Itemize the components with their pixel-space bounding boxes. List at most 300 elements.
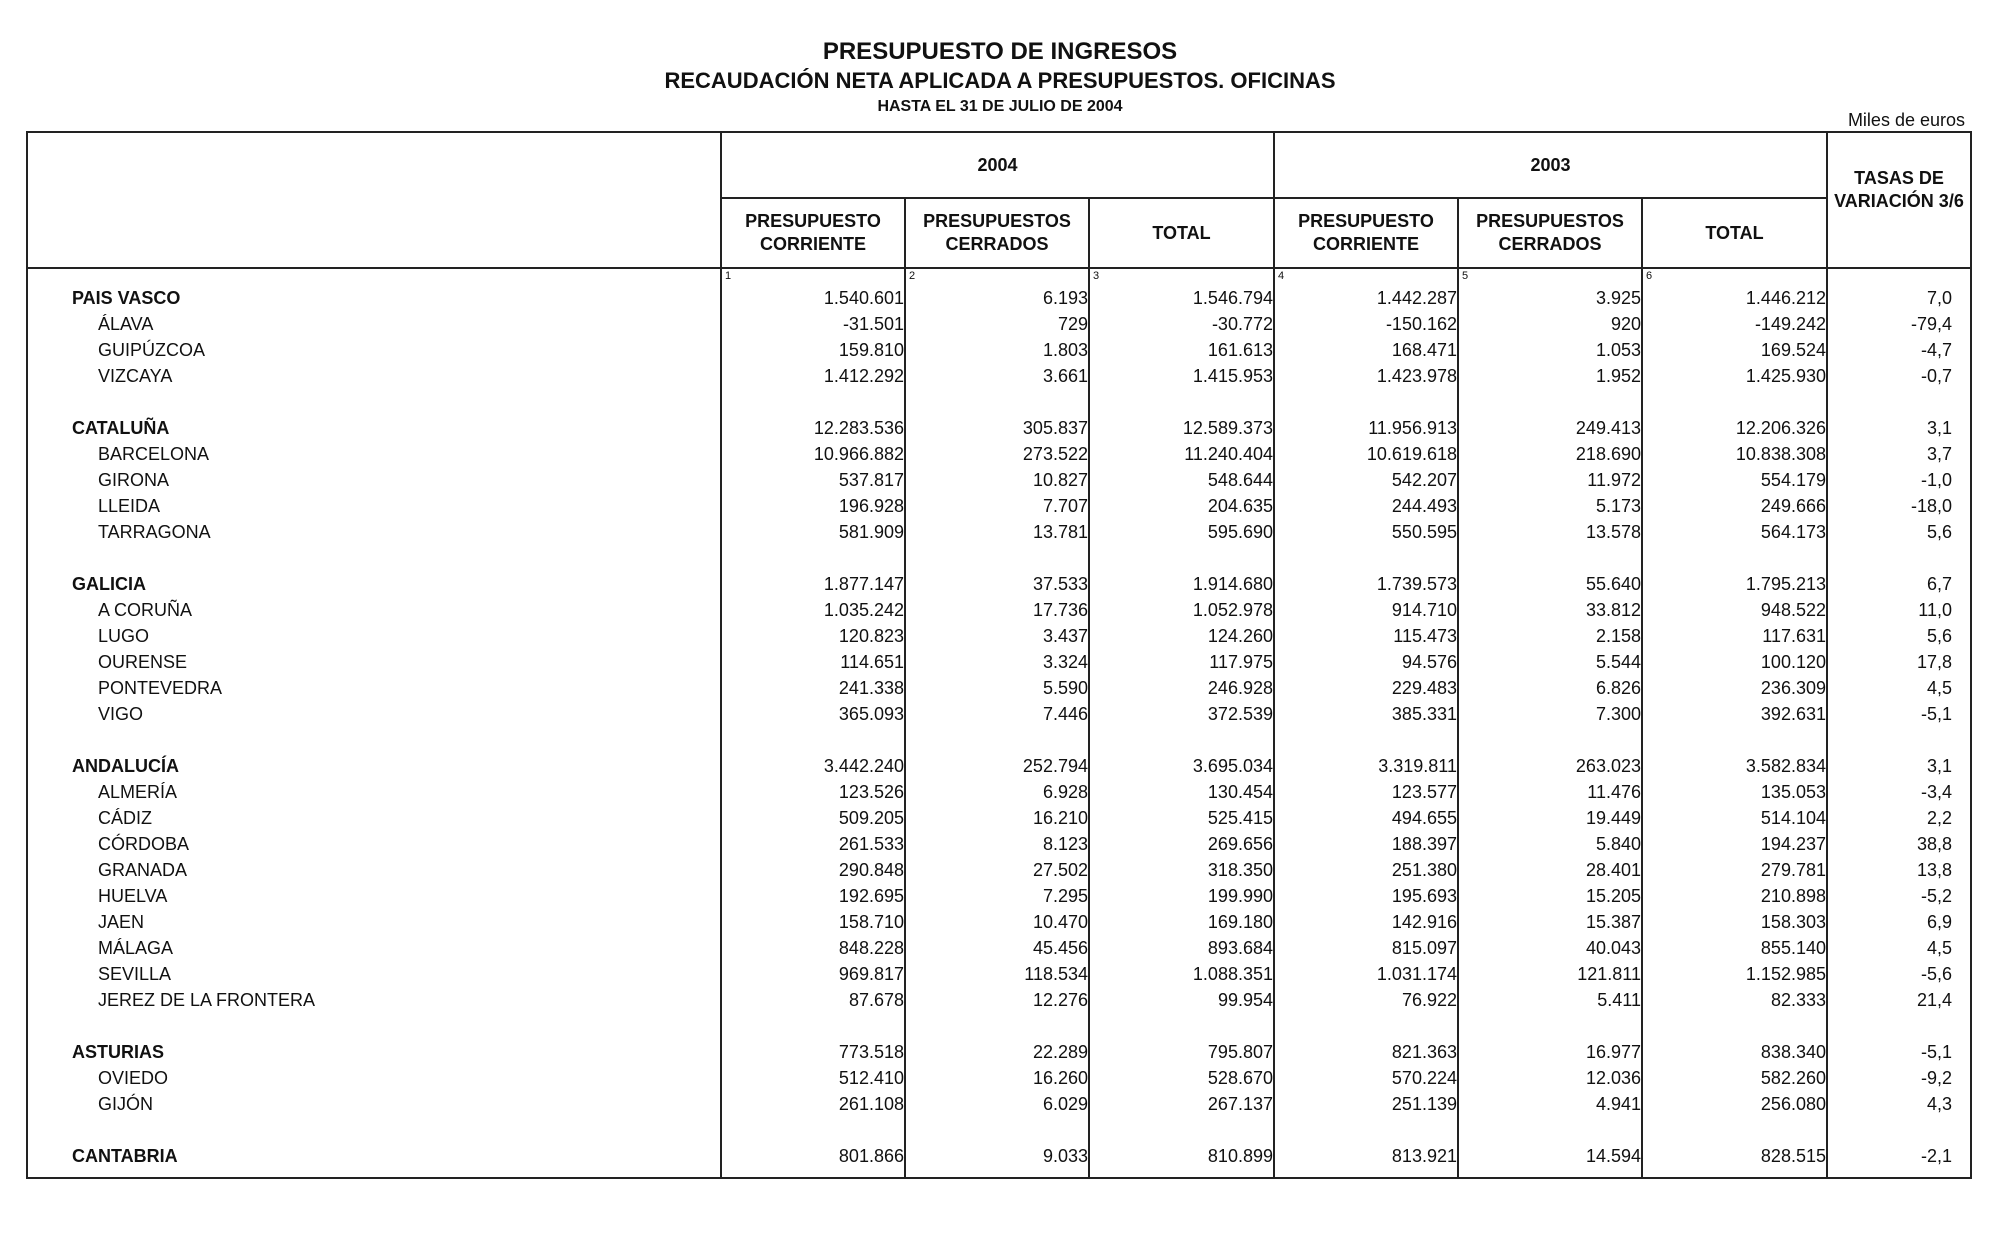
cell-cerrados-2003: 920 xyxy=(1458,311,1642,337)
cell-tasa: -0,7 xyxy=(1827,363,1971,389)
cell-cerrados-2003: 7.300 xyxy=(1458,701,1642,727)
spacer-cell xyxy=(1458,389,1642,415)
region-row xyxy=(27,1039,1971,1065)
province-row xyxy=(27,1065,1971,1091)
row-label: GIRONA xyxy=(27,467,721,493)
header-tasas: TASAS DE VARIACIÓN 3/6 xyxy=(1827,132,1971,268)
row-label: ALMERÍA xyxy=(27,779,721,805)
spacer-cell xyxy=(1827,1013,1971,1039)
cell-total-2003: 855.140 xyxy=(1642,935,1827,961)
cell-total-2003: 10.838.308 xyxy=(1642,441,1827,467)
cell-total-2004: 525.415 xyxy=(1089,805,1274,831)
spacer-cell xyxy=(1642,1117,1827,1143)
cell-cerrados-2004: 7.295 xyxy=(905,883,1089,909)
cell-cerrados-2004: 9.033 xyxy=(905,1143,1089,1178)
units-label: Miles de euros xyxy=(1847,110,1965,130)
cell-total-2003: 194.237 xyxy=(1642,831,1827,857)
cell-cerrados-2004: 5.590 xyxy=(905,675,1089,701)
cell-cerrados-2003: 33.812 xyxy=(1458,597,1642,623)
cell-cerrados-2004: 37.533 xyxy=(905,571,1089,597)
cell-total-2004: 548.644 xyxy=(1089,467,1274,493)
cell-total-2003: 210.898 xyxy=(1642,883,1827,909)
cell-tasa: 6,9 xyxy=(1827,909,1971,935)
cell-corriente-2004: 1.877.147 xyxy=(721,571,905,597)
row-label: GIJÓN xyxy=(27,1091,721,1117)
cell-corriente-2004: 120.823 xyxy=(721,623,905,649)
header-total-2004: TOTAL xyxy=(1089,198,1274,268)
cell-cerrados-2003: 13.578 xyxy=(1458,519,1642,545)
cell-corriente-2004: 12.283.536 xyxy=(721,415,905,441)
cell-total-2003: 117.631 xyxy=(1642,623,1827,649)
cell-total-2003: 514.104 xyxy=(1642,805,1827,831)
spacer-cell xyxy=(1274,1013,1458,1039)
cell-tasa: -5,6 xyxy=(1827,961,1971,987)
province-row xyxy=(27,805,1971,831)
cell-total-2004: 795.807 xyxy=(1089,1039,1274,1065)
cell-total-2004: 124.260 xyxy=(1089,623,1274,649)
page-title: PRESUPUESTO DE INGRESOS xyxy=(822,38,1178,65)
cell-cerrados-2004: 6.029 xyxy=(905,1091,1089,1117)
cell-tasa: -5,1 xyxy=(1827,701,1971,727)
province-row xyxy=(27,831,1971,857)
cell-total-2003: 554.179 xyxy=(1642,467,1827,493)
cell-corriente-2004: 509.205 xyxy=(721,805,905,831)
cell-corriente-2004: 10.966.882 xyxy=(721,441,905,467)
cell-cerrados-2004: 7.707 xyxy=(905,493,1089,519)
index-cell: 1 xyxy=(721,268,905,285)
cell-tasa: 3,7 xyxy=(1827,441,1971,467)
cell-corriente-2004: 192.695 xyxy=(721,883,905,909)
cell-cerrados-2003: 5.411 xyxy=(1458,987,1642,1013)
cell-total-2004: 318.350 xyxy=(1089,857,1274,883)
spacer-cell xyxy=(721,389,905,415)
cell-tasa: 4,3 xyxy=(1827,1091,1971,1117)
row-label: ÁLAVA xyxy=(27,311,721,337)
province-row xyxy=(27,441,1971,467)
cell-total-2004: 199.990 xyxy=(1089,883,1274,909)
cell-cerrados-2004: 3.437 xyxy=(905,623,1089,649)
row-label: ANDALUCÍA xyxy=(27,753,721,779)
cell-tasa: 38,8 xyxy=(1827,831,1971,857)
header-corriente-2003: PRESUPUESTO CORRIENTE xyxy=(1274,198,1458,268)
row-label: JEREZ DE LA FRONTERA xyxy=(27,987,721,1013)
cell-total-2004: 12.589.373 xyxy=(1089,415,1274,441)
cell-cerrados-2003: 11.972 xyxy=(1458,467,1642,493)
cell-cerrados-2003: 16.977 xyxy=(1458,1039,1642,1065)
cell-corriente-2003: 1.031.174 xyxy=(1274,961,1458,987)
cell-corriente-2003: 94.576 xyxy=(1274,649,1458,675)
row-label: LLEIDA xyxy=(27,493,721,519)
province-row xyxy=(27,1091,1971,1117)
cell-cerrados-2003: 1.053 xyxy=(1458,337,1642,363)
cell-cerrados-2004: 118.534 xyxy=(905,961,1089,987)
cell-cerrados-2004: 8.123 xyxy=(905,831,1089,857)
cell-cerrados-2004: 6.928 xyxy=(905,779,1089,805)
cell-tasa: 7,0 xyxy=(1827,285,1971,311)
cell-tasa: 3,1 xyxy=(1827,415,1971,441)
cell-corriente-2003: 1.739.573 xyxy=(1274,571,1458,597)
cell-tasa: 4,5 xyxy=(1827,675,1971,701)
cell-total-2004: 117.975 xyxy=(1089,649,1274,675)
province-row xyxy=(27,857,1971,883)
cell-corriente-2003: 168.471 xyxy=(1274,337,1458,363)
cell-corriente-2003: 494.655 xyxy=(1274,805,1458,831)
spacer-cell xyxy=(1458,1013,1642,1039)
spacer-cell xyxy=(1827,545,1971,571)
cell-cerrados-2004: 22.289 xyxy=(905,1039,1089,1065)
spacer-cell xyxy=(1827,727,1971,753)
spacer-cell xyxy=(1642,1013,1827,1039)
row-label: OVIEDO xyxy=(27,1065,721,1091)
spacer-cell xyxy=(1089,1013,1274,1039)
province-row xyxy=(27,493,1971,519)
cell-corriente-2003: 11.956.913 xyxy=(1274,415,1458,441)
cell-corriente-2004: 512.410 xyxy=(721,1065,905,1091)
spacer-cell xyxy=(1274,389,1458,415)
province-row xyxy=(27,987,1971,1013)
spacer-cell xyxy=(1458,1117,1642,1143)
index-cell: 4 xyxy=(1274,268,1458,285)
cell-cerrados-2004: 27.502 xyxy=(905,857,1089,883)
cell-corriente-2003: -150.162 xyxy=(1274,311,1458,337)
spacer-cell xyxy=(1089,389,1274,415)
row-label: GRANADA xyxy=(27,857,721,883)
cell-cerrados-2004: 12.276 xyxy=(905,987,1089,1013)
cell-total-2003: 1.795.213 xyxy=(1642,571,1827,597)
province-row xyxy=(27,909,1971,935)
cell-total-2004: 246.928 xyxy=(1089,675,1274,701)
cell-corriente-2004: 241.338 xyxy=(721,675,905,701)
column-index-row xyxy=(27,268,1971,285)
cell-corriente-2003: 244.493 xyxy=(1274,493,1458,519)
cell-tasa: 13,8 xyxy=(1827,857,1971,883)
header-year-2003: 2003 xyxy=(1274,132,1827,198)
cell-total-2004: 1.546.794 xyxy=(1089,285,1274,311)
index-cell: 2 xyxy=(905,268,1089,285)
spacer-cell xyxy=(905,1013,1089,1039)
cell-corriente-2003: 1.423.978 xyxy=(1274,363,1458,389)
index-cell: 3 xyxy=(1089,268,1274,285)
cell-total-2003: 249.666 xyxy=(1642,493,1827,519)
cell-cerrados-2004: 252.794 xyxy=(905,753,1089,779)
spacer-cell xyxy=(1274,727,1458,753)
cell-total-2004: 372.539 xyxy=(1089,701,1274,727)
spacer-cell xyxy=(1458,727,1642,753)
cell-tasa: 4,5 xyxy=(1827,935,1971,961)
cell-cerrados-2003: 2.158 xyxy=(1458,623,1642,649)
spacer-cell xyxy=(27,389,721,415)
cell-corriente-2004: 114.651 xyxy=(721,649,905,675)
spacer-cell xyxy=(1642,727,1827,753)
row-label: TARRAGONA xyxy=(27,519,721,545)
cell-cerrados-2004: 10.827 xyxy=(905,467,1089,493)
cell-corriente-2004: 261.108 xyxy=(721,1091,905,1117)
cell-total-2003: 828.515 xyxy=(1642,1143,1827,1178)
row-label: CÓRDOBA xyxy=(27,831,721,857)
cell-cerrados-2003: 40.043 xyxy=(1458,935,1642,961)
spacer-cell xyxy=(1458,545,1642,571)
cell-tasa: 2,2 xyxy=(1827,805,1971,831)
cell-cerrados-2003: 15.205 xyxy=(1458,883,1642,909)
row-label: CÁDIZ xyxy=(27,805,721,831)
index-cell-blank xyxy=(27,268,721,285)
cell-total-2004: 204.635 xyxy=(1089,493,1274,519)
cell-corriente-2004: 1.035.242 xyxy=(721,597,905,623)
cell-total-2004: 1.088.351 xyxy=(1089,961,1274,987)
cell-corriente-2003: 229.483 xyxy=(1274,675,1458,701)
cell-cerrados-2003: 12.036 xyxy=(1458,1065,1642,1091)
cell-total-2004: 1.914.680 xyxy=(1089,571,1274,597)
spacer-cell xyxy=(1274,1117,1458,1143)
header-year-2004: 2004 xyxy=(721,132,1274,198)
spacer-row xyxy=(27,545,1971,571)
province-row xyxy=(27,649,1971,675)
cell-cerrados-2003: 3.925 xyxy=(1458,285,1642,311)
row-label: GUIPÚZCOA xyxy=(27,337,721,363)
cell-total-2004: 3.695.034 xyxy=(1089,753,1274,779)
cell-tasa: -2,1 xyxy=(1827,1143,1971,1178)
region-row xyxy=(27,1143,1971,1178)
cell-total-2003: 1.425.930 xyxy=(1642,363,1827,389)
region-row xyxy=(27,415,1971,441)
province-row xyxy=(27,701,1971,727)
cell-tasa: 3,1 xyxy=(1827,753,1971,779)
header-cerrados-2003: PRESUPUESTOS CERRADOS xyxy=(1458,198,1642,268)
cell-tasa: -3,4 xyxy=(1827,779,1971,805)
row-label: OURENSE xyxy=(27,649,721,675)
spacer-cell xyxy=(905,1117,1089,1143)
cell-tasa: -79,4 xyxy=(1827,311,1971,337)
row-label: HUELVA xyxy=(27,883,721,909)
spacer-cell xyxy=(27,727,721,753)
cell-corriente-2004: 3.442.240 xyxy=(721,753,905,779)
cell-total-2003: 135.053 xyxy=(1642,779,1827,805)
cell-total-2003: 1.152.985 xyxy=(1642,961,1827,987)
page-subtitle: RECAUDACIÓN NETA APLICADA A PRESUPUESTOS. OFICINAS xyxy=(664,68,1336,93)
cell-cerrados-2004: 16.260 xyxy=(905,1065,1089,1091)
cell-tasa: 17,8 xyxy=(1827,649,1971,675)
cell-cerrados-2003: 14.594 xyxy=(1458,1143,1642,1178)
cell-corriente-2003: 813.921 xyxy=(1274,1143,1458,1178)
province-row xyxy=(27,623,1971,649)
row-label: GALICIA xyxy=(27,571,721,597)
cell-corriente-2004: 196.928 xyxy=(721,493,905,519)
cell-cerrados-2003: 6.826 xyxy=(1458,675,1642,701)
province-row xyxy=(27,337,1971,363)
cell-tasa: -5,2 xyxy=(1827,883,1971,909)
province-row xyxy=(27,883,1971,909)
cell-cerrados-2004: 6.193 xyxy=(905,285,1089,311)
cell-corriente-2003: 195.693 xyxy=(1274,883,1458,909)
cell-cerrados-2003: 28.401 xyxy=(1458,857,1642,883)
cell-corriente-2003: 188.397 xyxy=(1274,831,1458,857)
cell-total-2003: 236.309 xyxy=(1642,675,1827,701)
header-corriente-2004: PRESUPUESTO CORRIENTE xyxy=(721,198,905,268)
cell-cerrados-2003: 1.952 xyxy=(1458,363,1642,389)
cell-corriente-2004: 1.540.601 xyxy=(721,285,905,311)
cell-corriente-2004: 801.866 xyxy=(721,1143,905,1178)
cell-tasa: -5,1 xyxy=(1827,1039,1971,1065)
cell-total-2003: -149.242 xyxy=(1642,311,1827,337)
cell-total-2003: 158.303 xyxy=(1642,909,1827,935)
cell-corriente-2003: 542.207 xyxy=(1274,467,1458,493)
cell-total-2003: 12.206.326 xyxy=(1642,415,1827,441)
cell-total-2004: 595.690 xyxy=(1089,519,1274,545)
cell-corriente-2004: 537.817 xyxy=(721,467,905,493)
cell-corriente-2003: 115.473 xyxy=(1274,623,1458,649)
region-row xyxy=(27,571,1971,597)
cell-tasa: -1,0 xyxy=(1827,467,1971,493)
cell-total-2003: 169.524 xyxy=(1642,337,1827,363)
cell-total-2003: 100.120 xyxy=(1642,649,1827,675)
province-row xyxy=(27,779,1971,805)
index-cell: 6 xyxy=(1642,268,1827,285)
cell-total-2003: 564.173 xyxy=(1642,519,1827,545)
cell-total-2004: 1.415.953 xyxy=(1089,363,1274,389)
province-row xyxy=(27,935,1971,961)
cell-corriente-2003: 3.319.811 xyxy=(1274,753,1458,779)
cell-cerrados-2003: 55.640 xyxy=(1458,571,1642,597)
cell-cerrados-2003: 218.690 xyxy=(1458,441,1642,467)
cell-cerrados-2004: 273.522 xyxy=(905,441,1089,467)
cell-cerrados-2004: 45.456 xyxy=(905,935,1089,961)
table-body xyxy=(27,268,1971,1178)
cell-tasa: 5,6 xyxy=(1827,623,1971,649)
cell-total-2003: 582.260 xyxy=(1642,1065,1827,1091)
cell-total-2004: 99.954 xyxy=(1089,987,1274,1013)
spacer-row xyxy=(27,1013,1971,1039)
cell-total-2003: 3.582.834 xyxy=(1642,753,1827,779)
row-label: ASTURIAS xyxy=(27,1039,721,1065)
spacer-cell xyxy=(1827,1117,1971,1143)
row-label: VIZCAYA xyxy=(27,363,721,389)
row-label: CATALUÑA xyxy=(27,415,721,441)
cell-corriente-2004: 261.533 xyxy=(721,831,905,857)
cell-tasa: -9,2 xyxy=(1827,1065,1971,1091)
row-label: CANTABRIA xyxy=(27,1143,721,1178)
cell-corriente-2004: 159.810 xyxy=(721,337,905,363)
row-label: PONTEVEDRA xyxy=(27,675,721,701)
cell-total-2004: 267.137 xyxy=(1089,1091,1274,1117)
cell-corriente-2003: 385.331 xyxy=(1274,701,1458,727)
cell-corriente-2003: 821.363 xyxy=(1274,1039,1458,1065)
cell-total-2004: 11.240.404 xyxy=(1089,441,1274,467)
row-label: LUGO xyxy=(27,623,721,649)
spacer-cell xyxy=(905,389,1089,415)
spacer-cell xyxy=(905,545,1089,571)
spacer-cell xyxy=(1089,545,1274,571)
cell-corriente-2003: 76.922 xyxy=(1274,987,1458,1013)
cell-cerrados-2004: 1.803 xyxy=(905,337,1089,363)
province-row xyxy=(27,519,1971,545)
cell-cerrados-2003: 5.173 xyxy=(1458,493,1642,519)
cell-total-2004: -30.772 xyxy=(1089,311,1274,337)
cell-total-2003: 82.333 xyxy=(1642,987,1827,1013)
index-cell: 5 xyxy=(1458,268,1642,285)
cell-tasa: 21,4 xyxy=(1827,987,1971,1013)
cell-total-2004: 269.656 xyxy=(1089,831,1274,857)
cell-cerrados-2004: 16.210 xyxy=(905,805,1089,831)
cell-corriente-2004: 123.526 xyxy=(721,779,905,805)
cell-tasa: 11,0 xyxy=(1827,597,1971,623)
cell-tasa: -18,0 xyxy=(1827,493,1971,519)
cell-tasa: 6,7 xyxy=(1827,571,1971,597)
spacer-cell xyxy=(1274,545,1458,571)
cell-corriente-2004: 969.817 xyxy=(721,961,905,987)
cell-cerrados-2004: 729 xyxy=(905,311,1089,337)
cell-corriente-2003: 251.380 xyxy=(1274,857,1458,883)
cell-corriente-2003: 10.619.618 xyxy=(1274,441,1458,467)
row-label: BARCELONA xyxy=(27,441,721,467)
cell-cerrados-2003: 121.811 xyxy=(1458,961,1642,987)
cell-cerrados-2004: 13.781 xyxy=(905,519,1089,545)
cell-cerrados-2003: 15.387 xyxy=(1458,909,1642,935)
row-label: PAIS VASCO xyxy=(27,285,721,311)
row-label: MÁLAGA xyxy=(27,935,721,961)
cell-corriente-2004: 87.678 xyxy=(721,987,905,1013)
spacer-cell xyxy=(27,1117,721,1143)
spacer-cell xyxy=(721,1117,905,1143)
revenue-table xyxy=(26,131,1972,1179)
region-row xyxy=(27,285,1971,311)
province-row xyxy=(27,675,1971,701)
cell-corriente-2004: 581.909 xyxy=(721,519,905,545)
cell-cerrados-2004: 305.837 xyxy=(905,415,1089,441)
cell-cerrados-2003: 5.544 xyxy=(1458,649,1642,675)
cell-total-2004: 810.899 xyxy=(1089,1143,1274,1178)
spacer-cell xyxy=(1089,727,1274,753)
cell-total-2003: 1.446.212 xyxy=(1642,285,1827,311)
region-row xyxy=(27,753,1971,779)
province-row xyxy=(27,961,1971,987)
spacer-cell xyxy=(721,545,905,571)
cell-total-2004: 161.613 xyxy=(1089,337,1274,363)
spacer-cell xyxy=(1827,389,1971,415)
row-label: JAEN xyxy=(27,909,721,935)
header-total-2003: TOTAL xyxy=(1642,198,1827,268)
cell-cerrados-2003: 19.449 xyxy=(1458,805,1642,831)
cell-tasa: -4,7 xyxy=(1827,337,1971,363)
cell-corriente-2004: -31.501 xyxy=(721,311,905,337)
cell-cerrados-2004: 3.661 xyxy=(905,363,1089,389)
province-row xyxy=(27,467,1971,493)
cell-corriente-2004: 290.848 xyxy=(721,857,905,883)
cell-corriente-2004: 773.518 xyxy=(721,1039,905,1065)
cell-cerrados-2003: 249.413 xyxy=(1458,415,1642,441)
row-label: VIGO xyxy=(27,701,721,727)
cell-cerrados-2004: 3.324 xyxy=(905,649,1089,675)
spacer-row xyxy=(27,389,1971,415)
spacer-cell xyxy=(721,1013,905,1039)
spacer-cell xyxy=(27,545,721,571)
cell-total-2004: 1.052.978 xyxy=(1089,597,1274,623)
cell-cerrados-2004: 17.736 xyxy=(905,597,1089,623)
spacer-cell xyxy=(721,727,905,753)
row-label: A CORUÑA xyxy=(27,597,721,623)
cell-cerrados-2003: 11.476 xyxy=(1458,779,1642,805)
cell-corriente-2003: 251.139 xyxy=(1274,1091,1458,1117)
cell-total-2003: 392.631 xyxy=(1642,701,1827,727)
cell-corriente-2003: 550.595 xyxy=(1274,519,1458,545)
cell-corriente-2003: 123.577 xyxy=(1274,779,1458,805)
cell-cerrados-2003: 4.941 xyxy=(1458,1091,1642,1117)
cell-corriente-2003: 1.442.287 xyxy=(1274,285,1458,311)
cell-corriente-2004: 1.412.292 xyxy=(721,363,905,389)
cell-corriente-2003: 142.916 xyxy=(1274,909,1458,935)
row-label: SEVILLA xyxy=(27,961,721,987)
cell-cerrados-2003: 263.023 xyxy=(1458,753,1642,779)
cell-corriente-2004: 848.228 xyxy=(721,935,905,961)
